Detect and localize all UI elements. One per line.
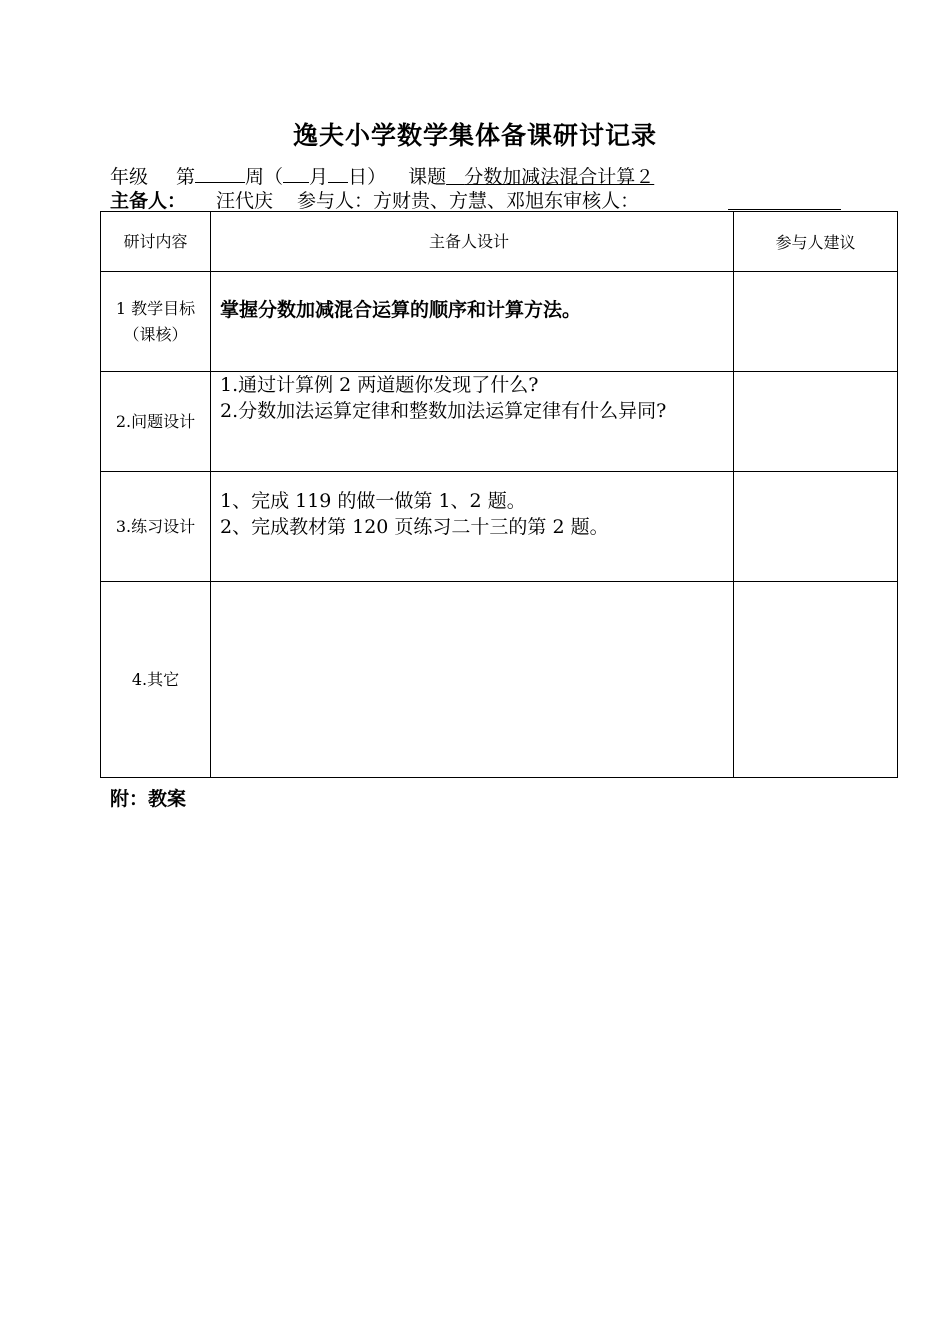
week-unit: 周（ [245, 166, 284, 188]
topic-value: 分数加减法混合计算２ [464, 166, 655, 188]
column-header-design: 主备人设计 [211, 212, 734, 272]
goal-design-cell [211, 272, 734, 372]
topic-value-wrapper [446, 166, 654, 188]
day-blank [328, 164, 348, 183]
row-label-goal [101, 272, 211, 372]
row-label-questions: 2.问题设计 [101, 372, 211, 472]
row-label-practice: 3.练习设计 [101, 472, 211, 582]
month-unit: 月 [309, 166, 329, 188]
row-label-goal-line1: 1 教学目标 [115, 298, 196, 318]
column-header-suggestions: 参与人建议 [734, 212, 898, 272]
other-suggestion-cell[interactable] [734, 582, 898, 778]
participants-value: 方财贵、方慧、邓旭东 [373, 190, 564, 212]
topic-label: 课题 [408, 166, 447, 188]
practice-design-line2: 2、完成教材第 120 页练习二十三的第 2 题。 [220, 516, 609, 538]
practice-design-cell [211, 472, 734, 582]
table-header-row [101, 212, 898, 272]
attachment-note: 附：教案 [110, 788, 187, 810]
questions-design-line1: 1.通过计算例 2 两道题你发现了什么? [220, 374, 539, 396]
row-label-other: 4.其它 [101, 582, 211, 778]
discussion-table [100, 211, 898, 778]
participants-label: 参与人： [297, 190, 374, 212]
week-label: 第 [176, 166, 196, 188]
day-unit: 日） [348, 166, 387, 188]
reviewer-label: 审核人： [563, 190, 640, 212]
table-row [101, 472, 898, 582]
questions-design-line2: 2.分数加法运算定律和整数加法运算定律有什么异同? [220, 400, 667, 422]
row-label-goal-line2: （课核） [123, 324, 188, 344]
table-row [101, 272, 898, 372]
questions-design-cell [211, 372, 734, 472]
grade-label: 年级 [110, 166, 149, 188]
questions-suggestion-cell[interactable] [734, 372, 898, 472]
header-line-1 [110, 162, 654, 189]
reviewer-blank [728, 209, 841, 210]
column-header-content: 研讨内容 [101, 212, 211, 272]
page-title: 逸夫小学数学集体备课研讨记录 [292, 121, 657, 150]
week-blank [195, 164, 245, 183]
other-design-cell[interactable] [211, 582, 734, 778]
practice-design-line1: 1、完成 119 的做一做第 1、2 题。 [220, 490, 526, 512]
month-blank [283, 164, 309, 183]
table-row [101, 582, 898, 778]
lead-label: 主备人： [110, 190, 187, 212]
goal-design-text: 掌握分数加减混合运算的顺序和计算方法。 [220, 298, 582, 321]
goal-suggestion-cell[interactable] [734, 272, 898, 372]
table-row [101, 372, 898, 472]
lead-value: 汪代庆 [216, 190, 274, 212]
practice-suggestion-cell[interactable] [734, 472, 898, 582]
header-line-2 [110, 186, 639, 213]
